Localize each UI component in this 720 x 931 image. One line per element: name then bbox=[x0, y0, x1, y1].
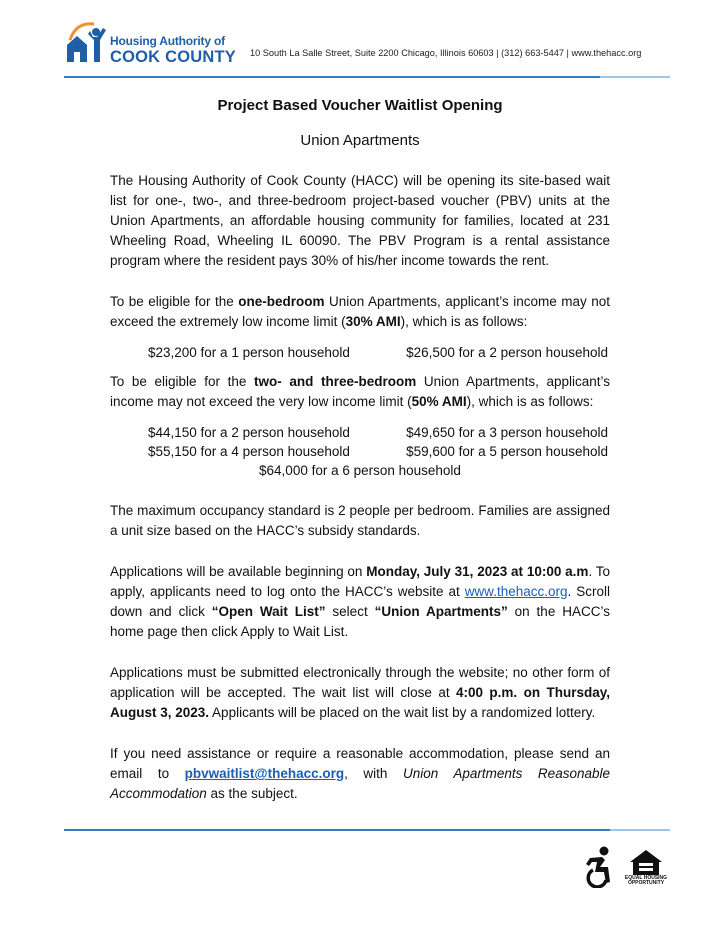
income-row bbox=[110, 442, 610, 461]
logo-line-2: COOK COUNTY bbox=[110, 48, 236, 66]
income-limit-3-person: $49,650 for a 3 person household bbox=[406, 425, 608, 440]
contact-info: 10 South La Salle Street, Suite 2200 Chicago, Illinois 60603 | (312) 663-5447 | www.thehacc.org bbox=[250, 48, 642, 58]
ami-30-emphasis: 30% AMI bbox=[345, 314, 401, 329]
apply-paragraph: Applications will be available beginning on Monday, July 31, 2023 at 10:00 a.m. To apply, applicants need to log onto the HACC’s website at www.thehacc.org. Scroll down and click “Open Wait List” select “Union Apartments” on the HACC’s home page then click Apply to Wait List. bbox=[110, 564, 611, 639]
email-link[interactable]: pbvwaitlist@thehacc.org bbox=[184, 766, 345, 781]
open-wait-list-emphasis: “Open Wait List” bbox=[211, 604, 326, 619]
income-limit-5-person: $59,600 for a 5 person household bbox=[406, 444, 608, 459]
page-subtitle: Union Apartments bbox=[300, 132, 420, 149]
intro-paragraph: The Housing Authority of Cook County (HACC) will be opening its site-based wait list for one-, two-, and three-bedroom project-based voucher (PBV) units at the Union Apartments, an affordable housing community for families, located at 231 Wheeling Road, Wheeling IL 60090. The PBV Program is a rental assistance program where the resident pays 30% of his/her income towards the rent. bbox=[110, 173, 610, 268]
income-limit-6-person: $64,000 for a 6 person household bbox=[259, 463, 461, 478]
one-bedroom-emphasis: one-bedroom bbox=[238, 294, 325, 309]
income-row bbox=[110, 343, 610, 362]
hacc-logo-text bbox=[110, 35, 236, 66]
assistance-paragraph: If you need assistance or require a reasonable accommodation, please send an email to pbvwaitlist@thehacc.org, with Union Apartments Reasonable Accommodation as the subject. bbox=[110, 746, 610, 801]
open-date-emphasis: Monday, July 31, 2023 at 10:00 a.m bbox=[366, 564, 589, 579]
equal-housing-label: EQUAL HOUSING OPPORTUNITY bbox=[624, 875, 668, 886]
submission-paragraph: Applications must be submitted electronically through the website; no other form of application will be accepted. The wait list will close at 4:00 p.m. on Thursday, August 3, 2023. Applicants will be placed on the wait list by a randomized lottery. bbox=[110, 665, 611, 720]
hacc-logo-icon bbox=[64, 18, 108, 64]
footer-divider bbox=[64, 829, 670, 831]
occupancy-paragraph: The maximum occupancy standard is 2 people per bedroom. Families are assigned a unit size based on the HACC’s subsidy standards. bbox=[110, 503, 610, 538]
close-date-emphasis: 4:00 p.m. on Thursday, August 3, 2023. bbox=[110, 685, 611, 720]
accessibility-icon bbox=[580, 846, 616, 888]
income-limits-30-ami bbox=[110, 343, 610, 362]
header-divider bbox=[64, 76, 670, 78]
ami-50-emphasis: 50% AMI bbox=[411, 394, 467, 409]
logo-line-1: Housing Authority of bbox=[110, 34, 225, 48]
page-title: Project Based Voucher Waitlist Opening bbox=[217, 97, 503, 114]
two-three-bedroom-paragraph: To be eligible for the two- and three-bedroom Union Apartments, applicant’s income may not exceed the very low income limit (50% AMI), which is as follows: bbox=[110, 374, 610, 409]
notice-body bbox=[110, 96, 610, 804]
income-limit-4-person: $55,150 for a 4 person household bbox=[148, 444, 350, 459]
two-three-bedroom-emphasis: two- and three-bedroom bbox=[253, 374, 417, 389]
letterhead bbox=[64, 18, 664, 68]
one-bedroom-paragraph: To be eligible for the one-bedroom Union Apartments, applicant’s income may not exceed the extremely low income limit (30% AMI), which is as follows: bbox=[110, 294, 610, 329]
income-limit-1-person: $23,200 for a 1 person household bbox=[148, 345, 350, 360]
email-subject: Union Apartments Reasonable Accommodation bbox=[110, 766, 610, 801]
income-limits-50-ami bbox=[110, 423, 610, 480]
union-apartments-emphasis: “Union Apartments” bbox=[374, 604, 508, 619]
income-limit-2-person: $44,150 for a 2 person household bbox=[148, 425, 350, 440]
website-link[interactable]: www.thehacc.org bbox=[464, 584, 568, 599]
income-row bbox=[110, 423, 610, 442]
income-limit-2-person: $26,500 for a 2 person household bbox=[406, 345, 608, 360]
